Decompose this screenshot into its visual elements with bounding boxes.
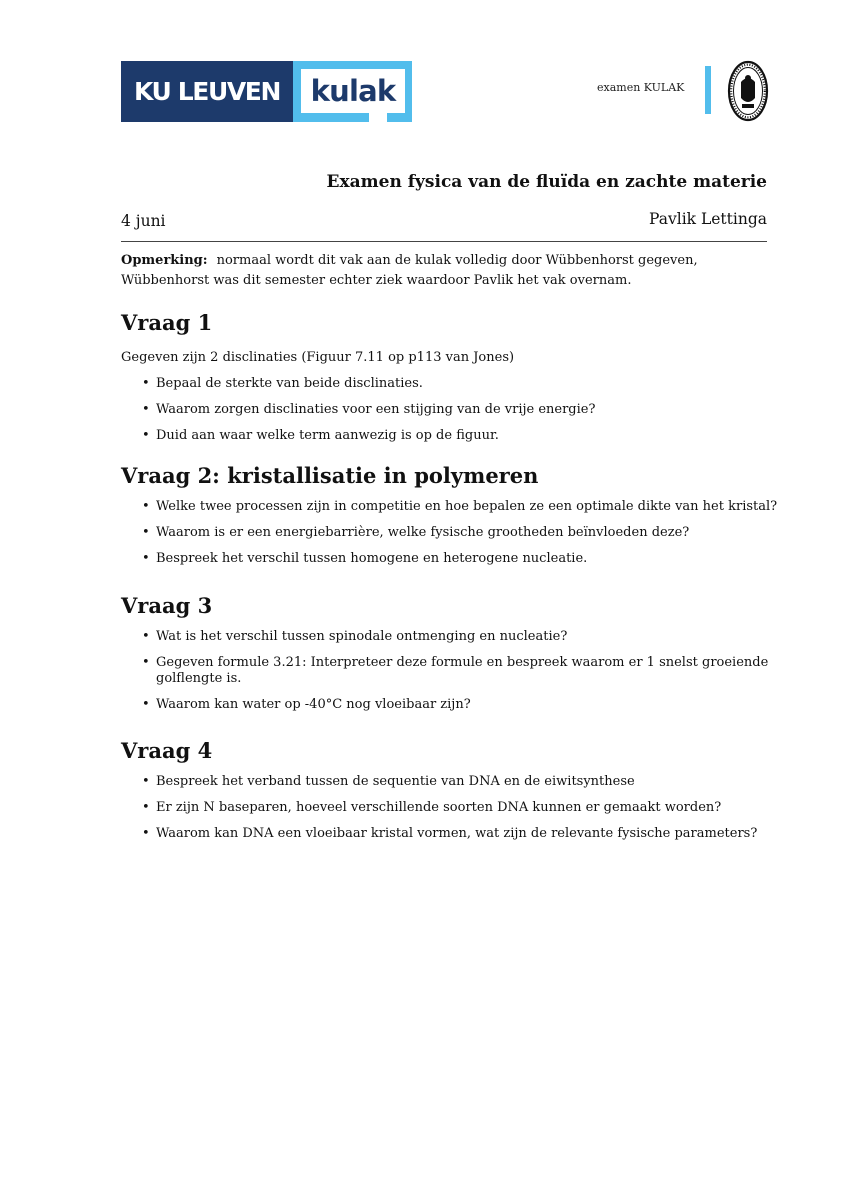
list-item: • Bepaal de sterkte van beide disclinaties. — [142, 376, 423, 391]
question-list — [121, 629, 781, 713]
header-accent-bar — [705, 66, 711, 114]
question-list — [121, 499, 781, 567]
remark-label: Opmerking: — [121, 253, 208, 268]
list-item: • Waarom kan water op -40°C nog vloeibaar zijn? — [142, 697, 471, 712]
bullet-icon: • — [142, 376, 150, 391]
list-item: • Gegeven formule 3.21: Interpreteer deze formule en bespreek waarom er 1 snelst groeiende golflengte is. — [142, 655, 769, 686]
bullet-icon: • — [142, 697, 150, 712]
remark — [121, 251, 771, 291]
document-title: Examen fysica van de fluïda en zachte materie — [326, 172, 767, 192]
bullet-icon: • — [142, 655, 150, 670]
section-heading: Vraag 3 — [121, 593, 213, 618]
list-item: • Waarom kan DNA een vloeibaar kristal vormen, wat zijn de relevante fysische parameters? — [142, 826, 758, 841]
section-heading: Vraag 2: kristallisatie in polymeren — [121, 463, 539, 488]
section-heading: Vraag 4 — [121, 738, 213, 763]
exam-date: 4 juni — [121, 212, 166, 230]
remark-text: normaal wordt dit vak aan de kulak volledig door Wübbenhorst gegeven, Wübbenhorst was dit semester echter ziek waardoor Pavlik het vak overnam. — [121, 253, 698, 288]
bullet-icon: • — [142, 774, 150, 789]
list-item: • Duid aan waar welke term aanwezig is op de figuur. — [142, 428, 499, 443]
author-name: Pavlik Lettinga — [649, 210, 767, 228]
university-seal-icon — [727, 60, 769, 122]
list-item: • Waarom is er een energiebarrière, welke fysische grootheden beïnvloeden deze? — [142, 525, 690, 540]
section-vraag-2 — [121, 463, 781, 567]
section-vraag-1 — [121, 310, 781, 444]
list-item: • Wat is het verschil tussen spinodale ontmenging en nucleatie? — [142, 629, 568, 644]
bullet-icon: • — [142, 499, 150, 514]
bullet-icon: • — [142, 428, 150, 443]
bullet-icon: • — [142, 551, 150, 566]
bullet-icon: • — [142, 402, 150, 417]
section-vraag-3 — [121, 593, 781, 713]
bullet-icon: • — [142, 525, 150, 540]
question-list — [121, 774, 781, 842]
question-list — [121, 376, 781, 444]
logo-ku-leuven-text: KU LEUVEN — [134, 77, 280, 106]
bullet-icon: • — [142, 826, 150, 841]
logo-tab — [369, 112, 387, 122]
section-intro: Gegeven zijn 2 disclinaties (Figuur 7.11 op p113 van Jones) — [121, 350, 515, 365]
list-item: • Bespreek het verband tussen de sequentie van DNA en de eiwitsynthese — [142, 774, 635, 789]
logo-kulak-text: kulak — [301, 69, 405, 113]
ku-leuven-kulak-logo — [121, 61, 412, 122]
section-heading: Vraag 1 — [121, 310, 213, 335]
header-label: examen KULAK — [597, 81, 685, 94]
list-item: • Waarom zorgen disclinaties voor een stijging van de vrije energie? — [142, 402, 596, 417]
bullet-icon: • — [142, 800, 150, 815]
list-item: • Er zijn N baseparen, hoeveel verschillende soorten DNA kunnen er gemaakt worden? — [142, 800, 722, 815]
bullet-icon: • — [142, 629, 150, 644]
header-divider — [121, 241, 767, 242]
section-vraag-4 — [121, 738, 781, 842]
list-item: • Welke twee processen zijn in competitie en hoe bepalen ze een optimale dikte van het kristal? — [142, 499, 778, 514]
list-item: • Bespreek het verschil tussen homogene en heterogene nucleatie. — [142, 551, 588, 566]
